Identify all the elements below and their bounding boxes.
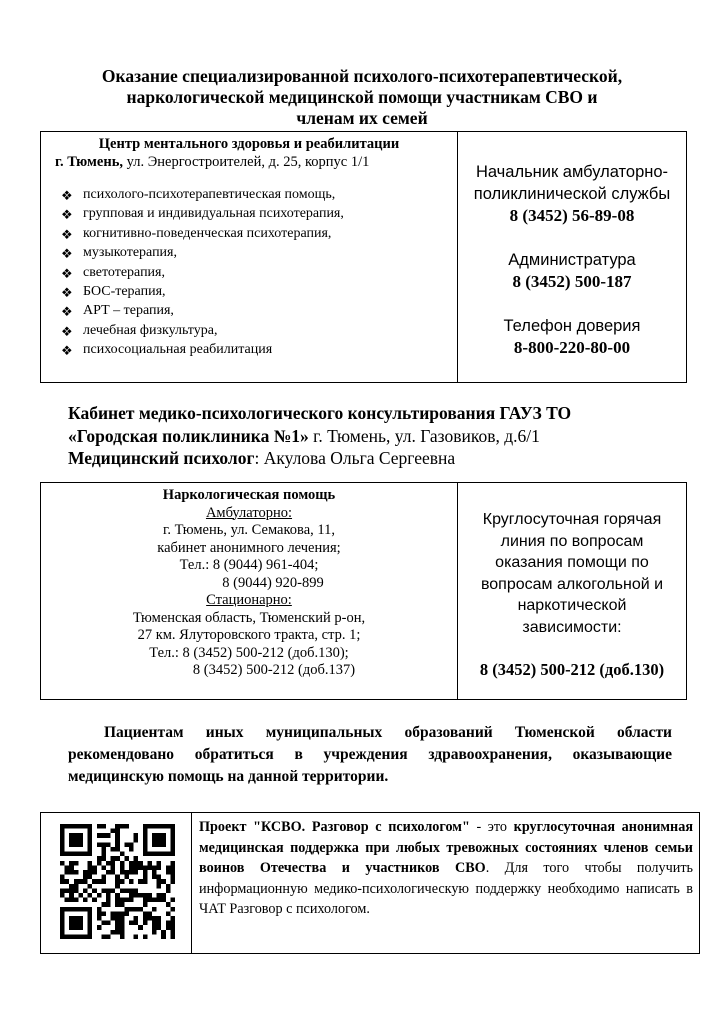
stationary-label: Стационарно: xyxy=(206,592,292,608)
cabinet-info xyxy=(68,402,688,470)
ambulatory-label: Амбулаторно: xyxy=(205,504,293,521)
diamond-bullet-icon: ❖ xyxy=(61,188,73,203)
diamond-bullet-icon: ❖ xyxy=(61,323,73,339)
narcology-title: Наркологическая помощь xyxy=(162,487,336,503)
qr-code-icon[interactable] xyxy=(60,824,175,939)
ambulatory-address: г. Тюмень, ул. Семакова, 11, xyxy=(163,522,335,538)
diamond-bullet-icon: ❖ xyxy=(61,304,73,320)
service-item: ❖ БОС-терапия, xyxy=(61,282,457,301)
cabinet-address xyxy=(68,425,688,448)
diamond-bullet-icon: ❖ xyxy=(61,265,73,281)
head-label-1: Начальник амбулаторно- xyxy=(475,163,669,181)
diamond-bullet-icon: ❖ xyxy=(61,246,73,262)
notice-text: Пациентам иных муниципальных образований Тюменской области рекомендовано обратиться в учреждения здравоохранения, оказывающие медицинскую помощь на данной территории. xyxy=(68,724,672,785)
stationary-region: Тюменская область, Тюменский р-он, xyxy=(132,609,366,626)
service-item: ❖ групповая и индивидуальная психотерапия, xyxy=(61,204,457,223)
project-instructions: . Для того чтобы получить информационную медико-психологическую поддержку необходимо написать в ЧАТ Разговор с психологом. xyxy=(199,860,693,917)
title-line-2: наркологической медицинской помощи участникам СВО и xyxy=(126,87,598,107)
project-box xyxy=(40,812,700,954)
project-description: Проект "КСВО. Разговор с психологом" - это круглосуточная анонимная медицинская поддержка при любых тревожных состояниях членов семьи воинов Отечества и участников СВО. Для того чтобы получить информационную медико-психологическую поддержку необходимо написать в ЧАТ Разговор с психологом. xyxy=(199,819,693,917)
center-street: ул. Энергостроителей, д. 25, корпус 1/1 xyxy=(123,154,370,170)
mental-health-center-box xyxy=(40,131,687,383)
psychologist xyxy=(68,447,688,470)
narcology-info xyxy=(41,487,457,680)
box-divider xyxy=(191,813,192,953)
stationary-phone-1[interactable]: Тел.: 8 (3452) 500-212 (доб.130); xyxy=(149,644,349,661)
stationary-phone-2[interactable]: 8 (3452) 500-212 (доб.137) xyxy=(192,662,356,678)
admin-label: Администратура xyxy=(508,251,636,269)
ambulatory-room: кабинет анонимного лечения; xyxy=(157,539,341,556)
diamond-bullet-icon: ❖ xyxy=(61,207,73,223)
center-info xyxy=(41,132,457,360)
head-phone[interactable]: 8 (3452) 56-89-08 xyxy=(509,206,635,225)
diamond-bullet-icon: ❖ xyxy=(61,285,73,301)
center-address xyxy=(55,153,457,171)
ambulatory-phone-2[interactable]: 8 (9044) 920-899 xyxy=(222,574,324,591)
hotline-line: оказания помощи по xyxy=(495,554,649,571)
hotline-line: зависимости: xyxy=(522,618,622,636)
diamond-bullet-icon: ❖ xyxy=(61,343,73,359)
hotline-line: наркотической xyxy=(517,597,627,614)
hotline-info xyxy=(458,509,686,681)
service-item: ❖ психосоциальная реабилитация xyxy=(61,340,457,359)
hotline-line: линия по вопросам xyxy=(500,532,644,550)
title-line-1: Оказание специализированной психолого-психотерапевтической, xyxy=(101,66,623,86)
admin-phone[interactable]: 8 (3452) 500-187 xyxy=(512,272,632,291)
project-highlight: круглосуточная анонимная медицинская поддержка при любых тревожных состояниях членов семьи воинов Отечества и участников СВО xyxy=(199,819,693,876)
clinic-address: г. Тюмень, ул. Газовиков, д.6/1 xyxy=(308,425,540,446)
hotline-phone[interactable]: 8 (3452) 500-212 (доб.130) xyxy=(479,660,665,679)
ambulatory-phone-1[interactable]: Тел.: 8 (9044) 961-404; xyxy=(179,557,319,573)
trust-phone[interactable]: 8-800-220-80-00 xyxy=(513,338,631,357)
diamond-bullet-icon: ❖ xyxy=(61,226,73,242)
service-item: ❖ когнитивно-поведенческая психотерапия, xyxy=(61,224,457,243)
service-item: ❖ музыкотерапия, xyxy=(61,243,457,262)
center-city: г. Тюмень, xyxy=(55,154,123,170)
stationary-address: 27 км. Ялуторовского тракта, стр. 1; xyxy=(137,627,361,643)
hotline-line: вопросам алкогольной и xyxy=(480,575,664,593)
center-contacts xyxy=(458,132,686,359)
head-label-2: поликлинической службы xyxy=(473,185,671,203)
project-name: Проект "КСВО. Разговор с психологом" xyxy=(199,819,470,835)
psychologist-label: Медицинский психолог xyxy=(68,448,255,468)
service-item: ❖ психолого-психотерапевтическая помощь, xyxy=(61,185,457,204)
psychologist-name: : Акулова Ольга Сергеевна xyxy=(254,448,456,468)
cabinet-title: Кабинет медико-психологического консультирования ГАУЗ ТО xyxy=(68,403,572,423)
trust-label: Телефон доверия xyxy=(503,317,641,335)
clinic-name: «Городская поликлиника №1» xyxy=(68,425,309,446)
title-line-3: членам их семей xyxy=(296,108,428,128)
hotline-line: Круглосуточная горячая xyxy=(482,511,662,528)
services-list xyxy=(41,185,457,360)
service-item: ❖ лечебная физкультура, xyxy=(61,321,457,340)
document-title xyxy=(60,66,664,129)
center-title: Центр ментального здоровья и реабилитации xyxy=(98,136,400,152)
service-item: ❖ светотерапия, xyxy=(61,263,457,282)
narcology-box xyxy=(40,482,687,700)
service-item: ❖ АРТ – терапия, xyxy=(61,301,457,320)
